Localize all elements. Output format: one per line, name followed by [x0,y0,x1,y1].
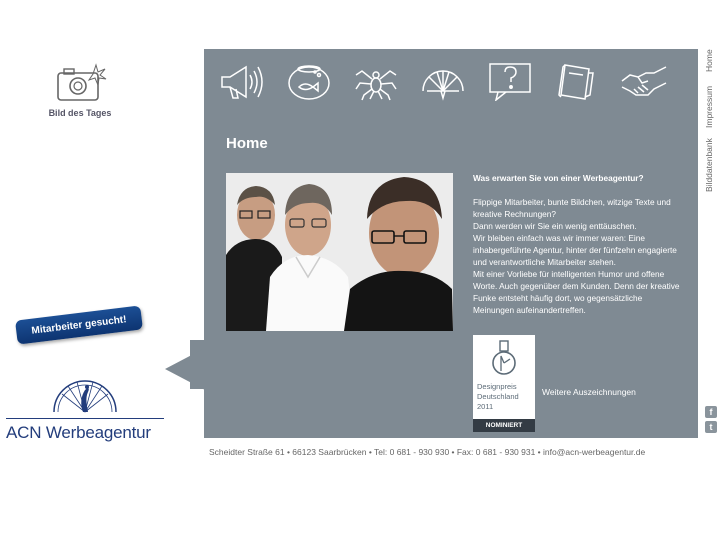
content-panel [204,49,698,438]
award-line2: Deutschland [477,392,519,401]
nav-bilddatenbank[interactable]: Bilddatenbank [704,138,714,192]
nav-impressum[interactable]: Impressum [704,85,714,128]
award-line1: Designpreis [477,382,517,391]
intro-paragraph: Dann werden wir Sie ein wenig enttäuschen. [473,221,637,231]
facebook-icon[interactable]: f [705,406,717,418]
more-awards-link[interactable]: Weitere Auszeichnungen [542,387,636,397]
icon-nav [218,61,668,101]
intro-paragraph: Mit einer Vorliebe für intelligenten Humor und offene Worte. Auch gegenüber dem Kunden. Denn der kreative Funke entsteht häufig dort, wo gegensätzliche Meinungen aufeinandertreffen. [473,269,680,315]
megaphone-icon[interactable] [218,61,266,101]
camera-icon[interactable] [56,63,108,103]
award-medal-icon [489,339,519,379]
award-year: 2011 [477,402,494,411]
book-icon[interactable] [553,61,601,101]
handshake-icon[interactable] [620,61,668,101]
award-status: NOMINIERT [473,419,535,432]
award-text [477,382,535,412]
intro-paragraph: Wir bleiben einfach was wir immer waren: Eine inhabergeführte Agentur, hinter der fünfzehn engagierte und verantwortliche Mitarbeiter stehen. [473,233,677,267]
intro-text [473,172,685,316]
intro-heading: Was erwarten Sie von einer Werbeagentur? [473,173,644,183]
job-badge-button[interactable]: Mitarbeiter gesucht! [15,305,143,344]
intro-paragraph: Flippige Mitarbeiter, bunte Bildchen, witzige Texte und kreative Rechnungen? [473,197,671,219]
nav-home[interactable]: Home [704,49,714,72]
spider-icon[interactable] [352,61,400,101]
team-photo [226,173,453,331]
peacock-logo-icon[interactable] [50,360,120,416]
design-award-badge[interactable] [473,335,535,432]
left-sidebar [0,0,205,545]
footer-contact: Scheidter Straße 61 • 66123 Saarbrücken • Tel: 0 681 - 930 930 • Fax: 0 681 - 930 931 • info@acn-werbeagentur.de [209,447,646,457]
bild-des-tages-label[interactable]: Bild des Tages [48,108,112,118]
panel-tail [165,348,205,390]
page-title: Home [226,135,268,152]
twitter-icon[interactable]: t [705,421,717,433]
company-logo-text[interactable]: ACN Werbeagentur [6,423,151,442]
fan-icon[interactable] [419,61,467,101]
fishbowl-icon[interactable] [285,61,333,101]
logo-divider [6,418,164,419]
question-bubble-icon[interactable] [486,61,534,101]
